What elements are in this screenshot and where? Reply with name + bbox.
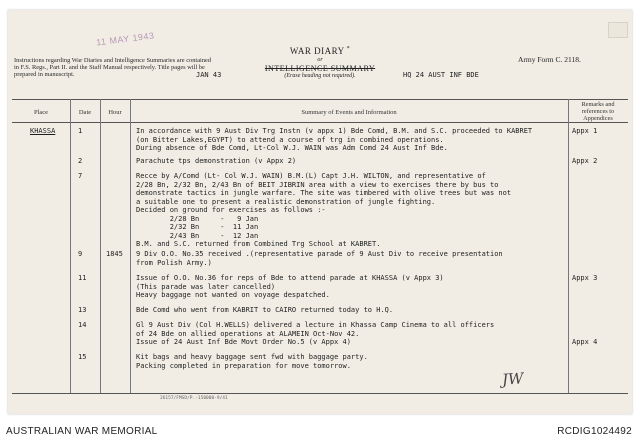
entry-date: 14 [78,321,87,329]
title-war-diary: WAR DIARY [289,46,345,56]
entry-remark: Appx 2 [572,157,598,165]
entry-text: Recce by A/Comd (Lt- Col W.J. WAIN) B.M.(L) Capt J.H. WILTON, and representative of 2/28 Bn, 2/32 Bn, 2/43 Bn of BEIT JIBRIN area with a view to exercises there by bus to demonstrate tactics in jungle warfare. The site was timbered with olive trees but was not a suitable one to present a realistic demonstration of jungle fighting. Decided on ground for exercises as follows :- 2/28 Bn - 9 Jan 2/32 Bn - 11 Jan 2/43 Bn - 12 Jan B.M. and S.C. returned from Combined Trg School at KABRET. [136,172,512,248]
entry-date: 1 [78,127,83,135]
entry-date: 11 [78,274,87,282]
title-note: (Erase heading not required). [284,73,356,79]
column-divider [100,99,101,393]
entry-text: Kit bags and heavy baggage sent fwd with baggage party. Packing completed in preparation for move tomorrow. [136,353,368,370]
unit-name: HQ 24 AUST INF BDE [403,71,479,79]
paper-pin-mark [608,22,628,38]
entry-place: KHASSA [30,127,56,135]
entry-date: 15 [78,353,87,361]
table-bottom-rule [12,393,628,394]
column-divider [130,99,131,393]
title-or: or [317,57,323,63]
column-header-summary: Summary of Events and Information [301,109,397,116]
archive-credit: AUSTRALIAN WAR MEMORIAL [6,426,158,437]
diary-title-block [240,46,400,79]
entry-remark: Appx 4 [572,338,598,346]
column-divider [70,99,71,393]
army-form-number: Army Form C. 2118. [518,55,581,64]
form-print-reference: 26157/FMSD/P.-150000-9/41 [160,396,228,401]
entry-date: 9 [78,250,83,258]
column-header-hour: Hour [108,109,122,116]
table-top-rule [12,99,628,100]
handwritten-initials: JW [501,369,525,389]
entry-text: Parachute tps demonstration (v Appx 2) [136,157,297,165]
column-header-date: Date [78,109,92,116]
column-divider [568,99,569,393]
diary-month: JAN 43 [196,71,222,79]
column-header-remarks: Remarks and references to Appendices [581,101,615,122]
received-date-stamp: 11 MAY 1943 [95,30,155,48]
entry-remark: Appx 3 [572,274,598,282]
entry-hour: 1845 [106,250,123,258]
column-header-place: Place [33,109,49,116]
archive-record-id: RCDIG1024492 [557,426,632,437]
table-header-rule [12,122,628,123]
entry-text: Bde Comd who went from KABRIT to CAIRO returned today to H.Q. [136,306,394,314]
entry-text: 9 Div O.O. No.35 received .(representative parade of 9 Aust Div to receive presentation from Polish Army.) [136,250,503,267]
entry-text: Issue of O.O. No.36 for reps of Bde to attend parade at KHASSA (v Appx 3) (This parade was later cancelled) Heavy baggage not wanted on voyage despatched. [136,274,444,299]
entry-text: In accordance with 9 Aust Div Trg Instn (v appx 1) Bde Comd, B.M. and S.C. proceeded to KABRET (on Bitter Lakes,EGYPT) to attend a course of trg in combined operations. During absence of Bde Comd, Lt-Col W.J. WAIN was Adm Comd 24 Aust Inf Bde. [136,127,533,152]
entry-text: Gl 9 Aust Div (Col H.WELLS) delivered a lecture in Khassa Camp Cinema to all officers of 24 Bde on allied operations at ALAMEIN Oct-Nov 42. Issue of 24 Aust Inf Bde Movt Order No.5 (v Appx 4) [136,321,495,346]
diary-page [8,10,632,414]
title-intelligence-summary: INTELLIGENCE SUMMARY [264,64,376,73]
entry-date: 2 [78,157,83,165]
title-star: * [346,46,351,52]
instructions-note: Instructions regarding War Diaries and Intelligence Summaries are contained in F.S. Regs., Part II. and the Staff Manual respectively. Title pages will be prepared in manuscript. [14,57,212,79]
entry-remark: Appx 1 [572,127,598,135]
entry-date: 13 [78,306,87,314]
entry-date: 7 [78,172,83,180]
